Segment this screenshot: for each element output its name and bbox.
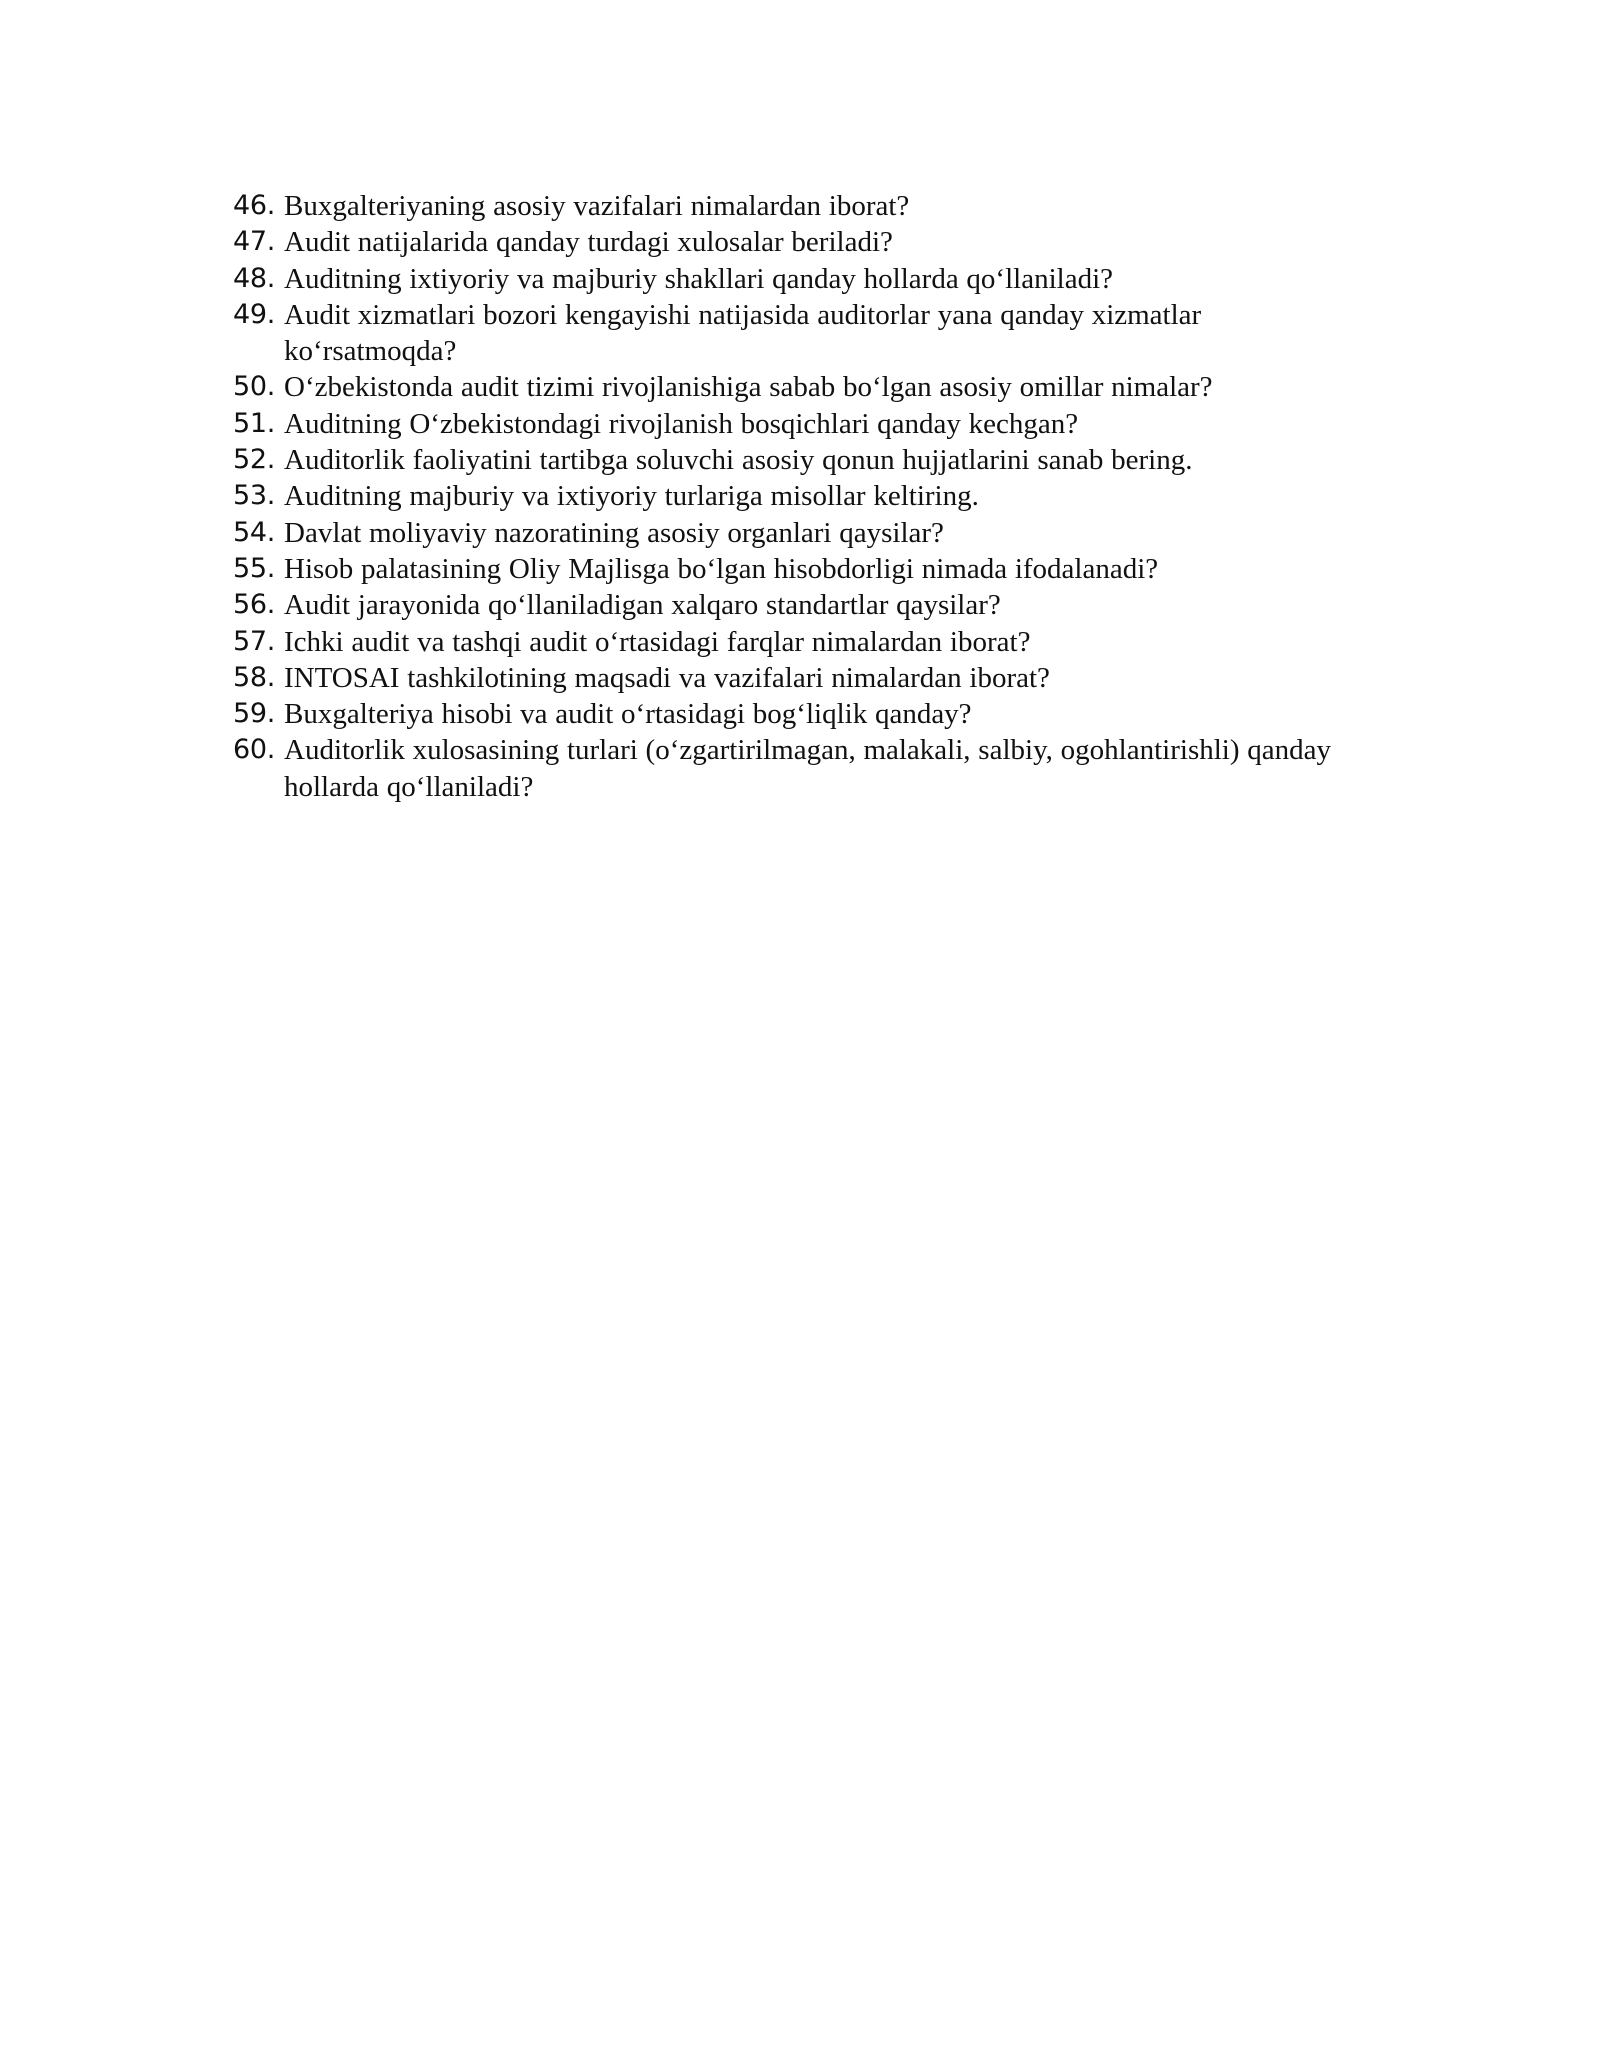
list-item-text: Hisob palatasining Oliy Majlisga bo‘lgan hisobdorligi nimada ifodalanadi? <box>284 552 1159 585</box>
list-item <box>233 442 1353 478</box>
list-item-number: 46. <box>233 190 276 221</box>
list-item-text: Auditorlik xulosasining turlari (o‘zgartirilmagan, malakali, salbiy, ogohlantirishli) qanday hollarda qo‘llaniladi? <box>284 734 1331 803</box>
list-item <box>233 696 1353 732</box>
list-item-number: 53. <box>233 480 276 512</box>
list-item-text: Audit jarayonida qo‘llaniladigan xalqaro standartlar qaysilar? <box>284 589 1001 622</box>
list-item-text: Davlat moliyaviy nazoratining asosiy organlari qaysilar? <box>284 516 944 549</box>
list-item <box>233 660 1353 696</box>
question-list <box>233 188 1353 805</box>
list-item-text: INTOSAI tashkilotining maqsadi va vazifalari nimalardan iborat? <box>284 661 1050 694</box>
list-item <box>233 587 1353 623</box>
list-item-text: Buxgalteriyaning asosiy vazifalari nimalardan iborat? <box>284 190 910 222</box>
list-item-text: Ichki audit va tashqi audit o‘rtasidagi farqlar nimalardan iborat? <box>284 625 1031 658</box>
list-item <box>233 406 1353 442</box>
list-item-number: 51. <box>233 407 276 439</box>
list-item-text: Auditorlik faoliyatini tartibga soluvchi asosiy qonun hujjatlarini sanab bering. <box>284 444 1193 477</box>
list-item-number: 60. <box>233 734 276 766</box>
list-item-number: 56. <box>233 589 276 621</box>
list-item <box>233 478 1353 514</box>
list-item <box>233 369 1353 405</box>
list-item-text: Auditning O‘zbekistondagi rivojlanish bosqichlari qanday kechgan? <box>284 407 1079 440</box>
list-item <box>233 551 1353 587</box>
list-item <box>233 188 1353 224</box>
list-item-number: 59. <box>233 698 276 730</box>
list-item-text: Auditning majburiy va ixtiyoriy turlariga misollar keltiring. <box>284 480 979 513</box>
list-item-text: Auditning ixtiyoriy va majburiy shakllari qanday hollarda qo‘llaniladi? <box>284 262 1113 295</box>
list-item-number: 54. <box>233 516 276 548</box>
list-item-number: 50. <box>233 371 276 403</box>
list-item-number: 52. <box>233 444 276 476</box>
list-item-text: O‘zbekistonda audit tizimi rivojlanishiga sabab bo‘lgan asosiy omillar nimalar? <box>284 371 1213 404</box>
list-item-number: 55. <box>233 552 276 584</box>
list-item <box>233 297 1353 370</box>
list-item-text: Audit natijalarida qanday turdagi xulosalar beriladi? <box>284 226 893 259</box>
list-item-number: 49. <box>233 298 276 330</box>
list-item-number: 48. <box>233 262 276 294</box>
list-item <box>233 224 1353 260</box>
list-item-number: 57. <box>233 625 276 657</box>
list-item <box>233 732 1353 805</box>
list-item <box>233 624 1353 660</box>
list-item-number: 58. <box>233 661 276 693</box>
list-item-text: Buxgalteriya hisobi va audit o‘rtasidagi bog‘liqlik qanday? <box>284 698 972 731</box>
list-item <box>233 261 1353 297</box>
list-item-number: 47. <box>233 226 276 258</box>
list-item-text: Audit xizmatlari bozori kengayishi natijasida auditorlar yana qanday xizmatlar ko‘rsatmoqda? <box>284 298 1202 368</box>
list-item <box>233 515 1353 551</box>
